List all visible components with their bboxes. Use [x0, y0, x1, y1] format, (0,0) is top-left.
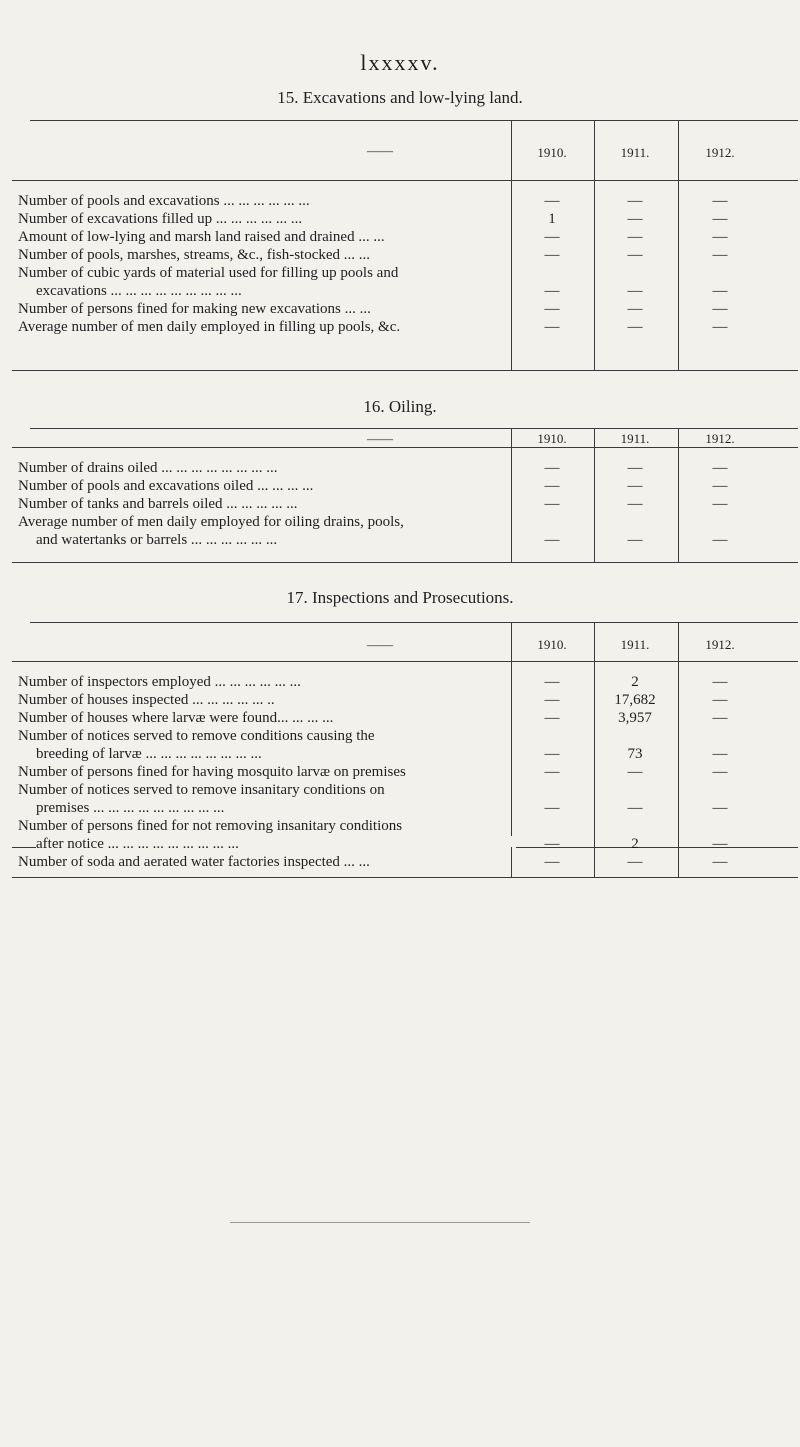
cell-1911: 2 [631, 836, 639, 852]
row-label: Number of persons fined for making new excavations ... ... [18, 301, 371, 317]
cell-1912: — [712, 319, 728, 335]
row-label: Number of houses inspected ... ... ... ... ... .. [18, 692, 275, 708]
cell-1911: 73 [627, 746, 643, 762]
section-title-oiling: 16. Oiling. [363, 397, 437, 416]
column-header-1911: 1911. [620, 431, 650, 446]
row-label: Number of tanks and barrels oiled ... ... ... ... ... [18, 496, 298, 512]
row-label: Number of soda and aerated water factories inspected ... ... [18, 854, 370, 870]
cell-1910: — [544, 319, 560, 335]
cell-1910: — [544, 247, 560, 263]
cell-1911: 17,682 [614, 692, 656, 708]
cell-1911: — [627, 211, 643, 227]
cell-1911: 2 [631, 674, 639, 690]
row-label: Amount of low-lying and marsh land raised and drained ... ... [18, 229, 385, 245]
row-label: Number of inspectors employed ... ... ... ... ... ... [18, 674, 301, 690]
cell-1912: — [712, 854, 728, 870]
cell-1911: — [627, 247, 643, 263]
column-header-1910: 1910. [537, 637, 567, 652]
cell-1910: — [544, 692, 560, 708]
cell-1912: — [712, 800, 728, 816]
cell-1910: — [544, 478, 560, 494]
section-title-inspections: 17. Inspections and Prosecutions. [286, 588, 514, 607]
row-label: Number of persons fined for not removing insanitary conditions [18, 818, 403, 834]
column-header-1912: 1912. [705, 145, 735, 160]
column-header-1910: 1910. [537, 145, 567, 160]
cell-1910: — [544, 496, 560, 512]
row-label: Number of excavations filled up ... ... ... ... ... ... [18, 211, 303, 227]
row-label: Number of notices served to remove insanitary conditions on [18, 782, 385, 798]
row-label: Number of persons fined for having mosquito larvæ on premises [18, 764, 406, 780]
cell-1911: — [627, 800, 643, 816]
cell-1911: — [627, 460, 643, 476]
column-header-1912: 1912. [705, 431, 735, 446]
header-dash: —— [367, 143, 393, 158]
row-label: Number of pools and excavations oiled ... ... ... ... [18, 478, 314, 494]
row-label: and watertanks or barrels ... ... ... ... ... ... [36, 532, 278, 548]
cell-1911: — [627, 478, 643, 494]
cell-1912: — [712, 674, 728, 690]
footer-rule [230, 1222, 530, 1223]
row-label: Average number of men daily employed in filling up pools, &c. [18, 319, 401, 335]
cell-1912: — [712, 247, 728, 263]
row-label: Number of pools and excavations ... ... ... ... ... ... [18, 193, 310, 209]
row-label: Number of cubic yards of material used for filling up pools and [18, 265, 399, 281]
cell-1911: — [627, 193, 643, 209]
cell-1910: — [544, 746, 560, 762]
cell-1912: — [712, 496, 728, 512]
section-title-excavations: 15. Excavations and low-lying land. [277, 88, 523, 107]
row-label: Number of notices served to remove conditions causing the [18, 728, 375, 744]
cell-1911: — [627, 854, 643, 870]
cell-1911: — [627, 532, 643, 548]
cell-1910: — [544, 301, 560, 317]
cell-1912: — [712, 710, 728, 726]
cell-1910: — [544, 710, 560, 726]
cell-1912: — [712, 692, 728, 708]
row-label: Number of drains oiled ... ... ... ... ... ... ... ... [18, 460, 278, 476]
cell-1911: — [627, 301, 643, 317]
cell-1912: — [712, 460, 728, 476]
row-label: excavations ... ... ... ... ... ... ... ... ... [36, 283, 242, 299]
cell-1910: 1 [548, 211, 556, 227]
cell-1910: — [544, 283, 560, 299]
row-label: Average number of men daily employed for oiling drains, pools, [18, 514, 404, 530]
cell-1912: — [712, 229, 728, 245]
cell-1910: — [544, 193, 560, 209]
cell-1912: — [712, 532, 728, 548]
cell-1912: — [712, 478, 728, 494]
cell-1912: — [712, 301, 728, 317]
cell-1911: 3,957 [618, 710, 652, 726]
cell-1912: — [712, 836, 728, 852]
cell-1911: — [627, 764, 643, 780]
column-header-1911: 1911. [620, 145, 650, 160]
cell-1910: — [544, 854, 560, 870]
column-header-1912: 1912. [705, 637, 735, 652]
cell-1910: — [544, 229, 560, 245]
cell-1912: — [712, 283, 728, 299]
cell-1911: — [627, 283, 643, 299]
row-label: breeding of larvæ ... ... ... ... ... ... ... ... [36, 746, 262, 762]
header-dash: —— [367, 637, 393, 652]
cell-1910: — [544, 764, 560, 780]
cell-1910: — [544, 836, 560, 852]
cell-1910: — [544, 800, 560, 816]
cell-1910: — [544, 532, 560, 548]
cell-1912: — [712, 764, 728, 780]
cell-1912: — [712, 211, 728, 227]
cell-1911: — [627, 229, 643, 245]
cell-1911: — [627, 319, 643, 335]
cell-1912: — [712, 746, 728, 762]
page-number: lxxxxv. [360, 50, 440, 75]
cell-1910: — [544, 460, 560, 476]
cell-1911: — [627, 496, 643, 512]
row-label: Number of pools, marshes, streams, &c., fish-stocked ... ... [18, 247, 371, 263]
cell-1912: — [712, 193, 728, 209]
column-header-1910: 1910. [537, 431, 567, 446]
row-label: Number of houses where larvæ were found... ... ... ... [18, 710, 334, 726]
row-label: premises ... ... ... ... ... ... ... ... ... [36, 800, 225, 816]
header-dash: —— [367, 431, 393, 446]
column-header-1911: 1911. [620, 637, 650, 652]
cell-1910: — [544, 674, 560, 690]
row-label: after notice ... ... ... ... ... ... ... ... ... [36, 836, 516, 853]
